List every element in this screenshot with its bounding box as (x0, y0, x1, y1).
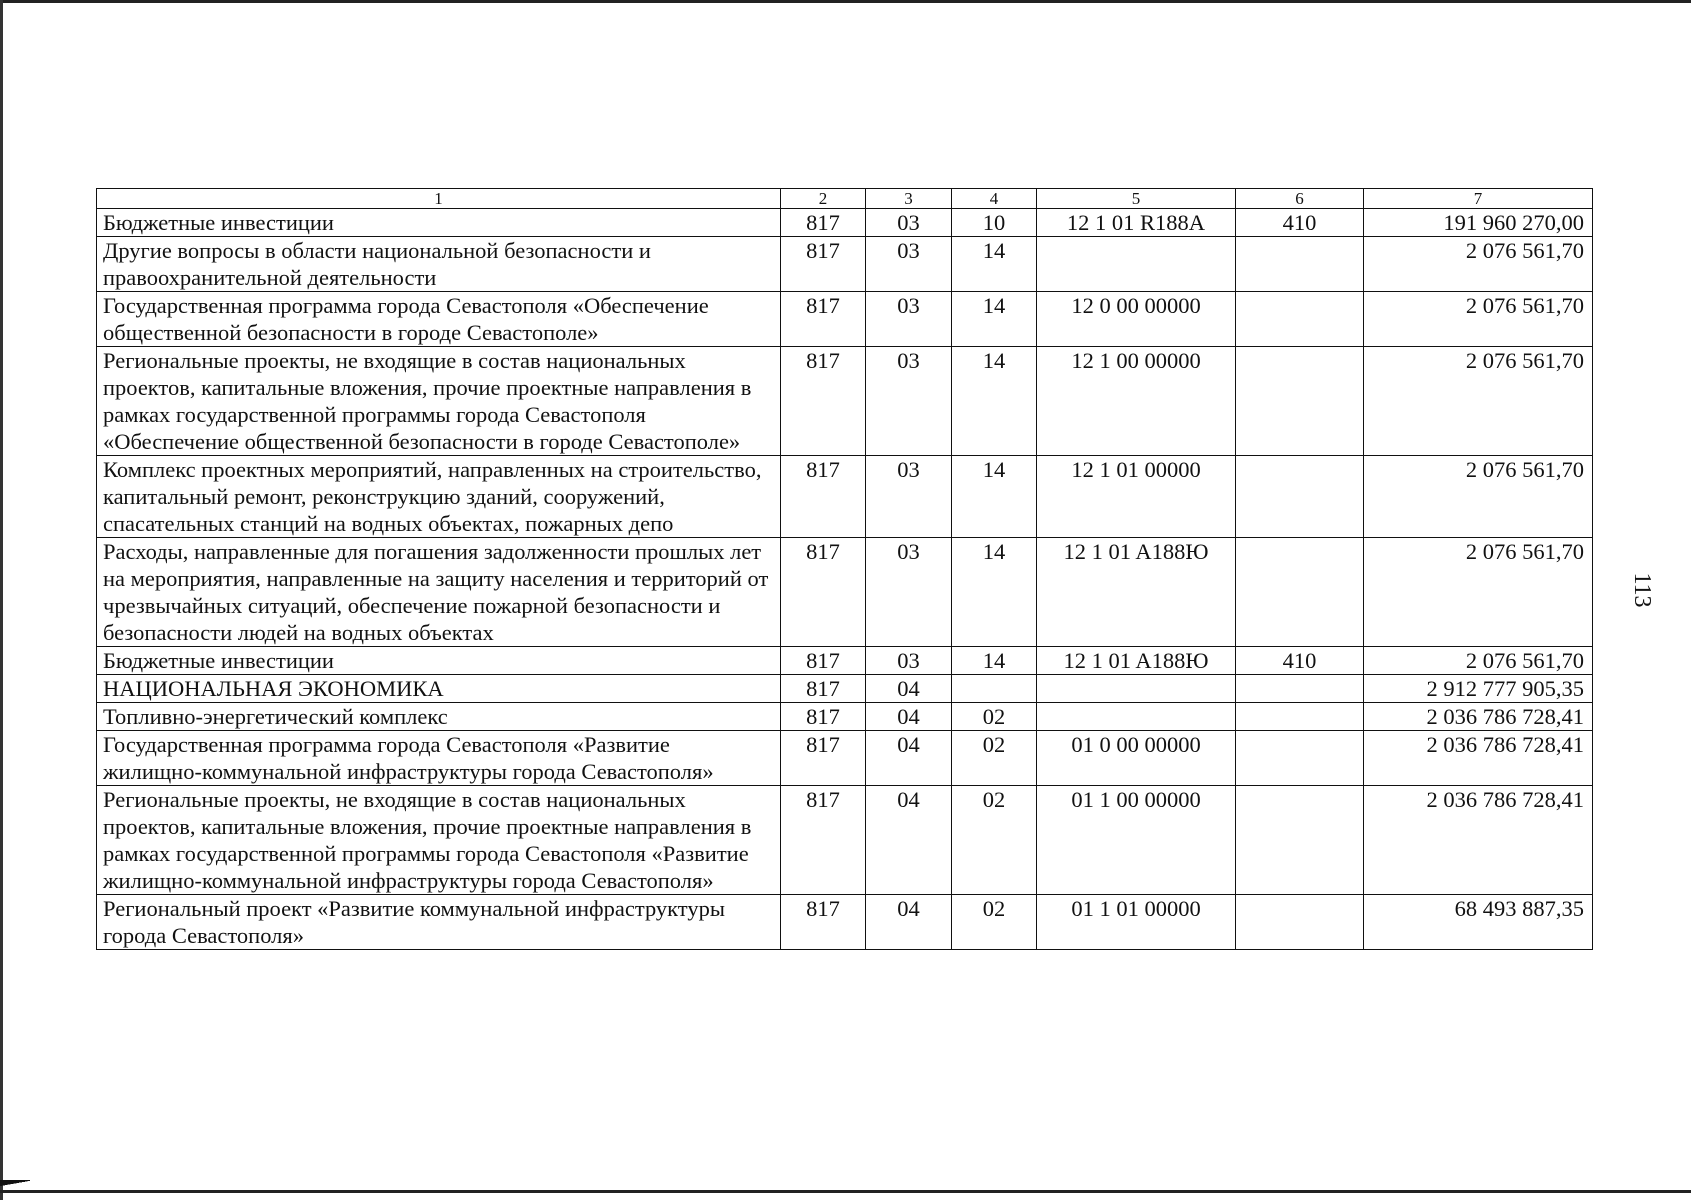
table-row (97, 675, 1593, 703)
row-vr-cell (1236, 456, 1364, 538)
row-amount-cell: 2 912 777 905,35 (1364, 675, 1593, 703)
table-body (97, 189, 1593, 950)
row-vr-cell (1236, 895, 1364, 950)
row-rz-cell: 03 (866, 538, 952, 647)
row-amount-cell: 2 076 561,70 (1364, 647, 1593, 675)
header-row (97, 189, 1593, 209)
table-row (97, 703, 1593, 731)
row-amount-cell: 68 493 887,35 (1364, 895, 1593, 950)
row-vr-cell (1236, 731, 1364, 786)
header-cell: 4 (952, 189, 1037, 209)
row-pr-cell (952, 675, 1037, 703)
row-pr-cell: 14 (952, 237, 1037, 292)
row-vr-cell (1236, 237, 1364, 292)
row-rz-cell: 03 (866, 456, 952, 538)
row-gr-cell: 817 (781, 292, 866, 347)
scan-mark (0, 1180, 30, 1190)
row-amount-cell: 2 076 561,70 (1364, 456, 1593, 538)
row-csr-cell: 01 1 00 00000 (1037, 786, 1236, 895)
table-row (97, 538, 1593, 647)
row-csr-cell: 12 1 01 A188Ю (1037, 647, 1236, 675)
row-name-cell: Государственная программа города Севастополя «Развитие жилищно-коммунальной инфраструктуры города Севастополя» (97, 731, 781, 786)
row-csr-cell (1037, 675, 1236, 703)
row-name-cell: Другие вопросы в области национальной безопасности и правоохранительной деятельности (97, 237, 781, 292)
row-vr-cell: 410 (1236, 209, 1364, 237)
budget-table (96, 188, 1593, 950)
row-name-cell: Бюджетные инвестиции (97, 209, 781, 237)
page-left-edge (0, 0, 3, 1200)
row-name-cell: Региональные проекты, не входящие в состав национальных проектов, капитальные вложения, прочие проектные направления в рамках государственной программы города Севастополя «Обеспечение общественной безопасности в городе Севастополе» (97, 347, 781, 456)
row-rz-cell: 04 (866, 731, 952, 786)
row-pr-cell: 14 (952, 538, 1037, 647)
row-rz-cell: 04 (866, 703, 952, 731)
row-pr-cell: 02 (952, 786, 1037, 895)
row-gr-cell: 817 (781, 786, 866, 895)
row-gr-cell: 817 (781, 703, 866, 731)
row-pr-cell: 02 (952, 703, 1037, 731)
table-row (97, 237, 1593, 292)
header-cell: 1 (97, 189, 781, 209)
row-rz-cell: 03 (866, 347, 952, 456)
header-cell: 7 (1364, 189, 1593, 209)
row-pr-cell: 02 (952, 895, 1037, 950)
row-csr-cell: 12 1 01 00000 (1037, 456, 1236, 538)
row-gr-cell: 817 (781, 675, 866, 703)
row-amount-cell: 191 960 270,00 (1364, 209, 1593, 237)
row-csr-cell: 01 1 01 00000 (1037, 895, 1236, 950)
row-rz-cell: 04 (866, 895, 952, 950)
row-rz-cell: 03 (866, 237, 952, 292)
table-row (97, 347, 1593, 456)
table-row (97, 456, 1593, 538)
row-pr-cell: 02 (952, 731, 1037, 786)
row-gr-cell: 817 (781, 456, 866, 538)
row-name-cell: Региональные проекты, не входящие в состав национальных проектов, капитальные вложения, прочие проектные направления в рамках государственной программы города Севастополя «Развитие жилищно-коммунальной инфраструктуры города Севастополя» (97, 786, 781, 895)
row-csr-cell: 01 0 00 00000 (1037, 731, 1236, 786)
page-number: 113 (1629, 572, 1655, 608)
row-gr-cell: 817 (781, 895, 866, 950)
row-csr-cell: 12 0 00 00000 (1037, 292, 1236, 347)
header-cell: 3 (866, 189, 952, 209)
table-row (97, 731, 1593, 786)
row-pr-cell: 10 (952, 209, 1037, 237)
row-rz-cell: 04 (866, 786, 952, 895)
row-csr-cell: 12 1 00 00000 (1037, 347, 1236, 456)
row-csr-cell: 12 1 01 R188A (1037, 209, 1236, 237)
row-gr-cell: 817 (781, 237, 866, 292)
row-amount-cell: 2 036 786 728,41 (1364, 786, 1593, 895)
row-csr-cell: 12 1 01 A188Ю (1037, 538, 1236, 647)
row-amount-cell: 2 076 561,70 (1364, 237, 1593, 292)
row-csr-cell (1037, 237, 1236, 292)
table-row (97, 786, 1593, 895)
row-amount-cell: 2 076 561,70 (1364, 292, 1593, 347)
table-row (97, 292, 1593, 347)
row-amount-cell: 2 036 786 728,41 (1364, 703, 1593, 731)
row-name-cell: Расходы, направленные для погашения задолженности прошлых лет на мероприятия, направленные на защиту населения и территорий от чрезвычайных ситуаций, обеспечение пожарной безопасности и безопасности людей на водных объектах (97, 538, 781, 647)
row-pr-cell: 14 (952, 292, 1037, 347)
row-name-cell: НАЦИОНАЛЬНАЯ ЭКОНОМИКА (97, 675, 781, 703)
row-pr-cell: 14 (952, 647, 1037, 675)
row-rz-cell: 03 (866, 647, 952, 675)
row-name-cell: Государственная программа города Севастополя «Обеспечение общественной безопасности в городе Севастополе» (97, 292, 781, 347)
row-gr-cell: 817 (781, 538, 866, 647)
row-amount-cell: 2 076 561,70 (1364, 538, 1593, 647)
row-gr-cell: 817 (781, 731, 866, 786)
table-row (97, 209, 1593, 237)
header-cell: 2 (781, 189, 866, 209)
row-vr-cell (1236, 786, 1364, 895)
row-name-cell: Топливно-энергетический комплекс (97, 703, 781, 731)
row-vr-cell (1236, 703, 1364, 731)
page-bottom-edge (0, 1190, 1691, 1193)
row-rz-cell: 03 (866, 292, 952, 347)
row-csr-cell (1037, 703, 1236, 731)
table-row (97, 895, 1593, 950)
row-rz-cell: 04 (866, 675, 952, 703)
header-cell: 5 (1037, 189, 1236, 209)
row-amount-cell: 2 076 561,70 (1364, 347, 1593, 456)
row-pr-cell: 14 (952, 347, 1037, 456)
row-vr-cell (1236, 675, 1364, 703)
row-vr-cell (1236, 347, 1364, 456)
row-pr-cell: 14 (952, 456, 1037, 538)
row-vr-cell (1236, 292, 1364, 347)
row-gr-cell: 817 (781, 647, 866, 675)
row-rz-cell: 03 (866, 209, 952, 237)
row-amount-cell: 2 036 786 728,41 (1364, 731, 1593, 786)
row-gr-cell: 817 (781, 347, 866, 456)
row-vr-cell: 410 (1236, 647, 1364, 675)
header-cell: 6 (1236, 189, 1364, 209)
row-name-cell: Региональный проект «Развитие коммунальной инфраструктуры города Севастополя» (97, 895, 781, 950)
row-gr-cell: 817 (781, 209, 866, 237)
row-name-cell: Комплекс проектных мероприятий, направленных на строительство, капитальный ремонт, реконструкцию зданий, сооружений, спасательных станций на водных объектах, пожарных депо (97, 456, 781, 538)
table-row (97, 647, 1593, 675)
page-top-edge (0, 0, 1691, 6)
row-name-cell: Бюджетные инвестиции (97, 647, 781, 675)
row-vr-cell (1236, 538, 1364, 647)
